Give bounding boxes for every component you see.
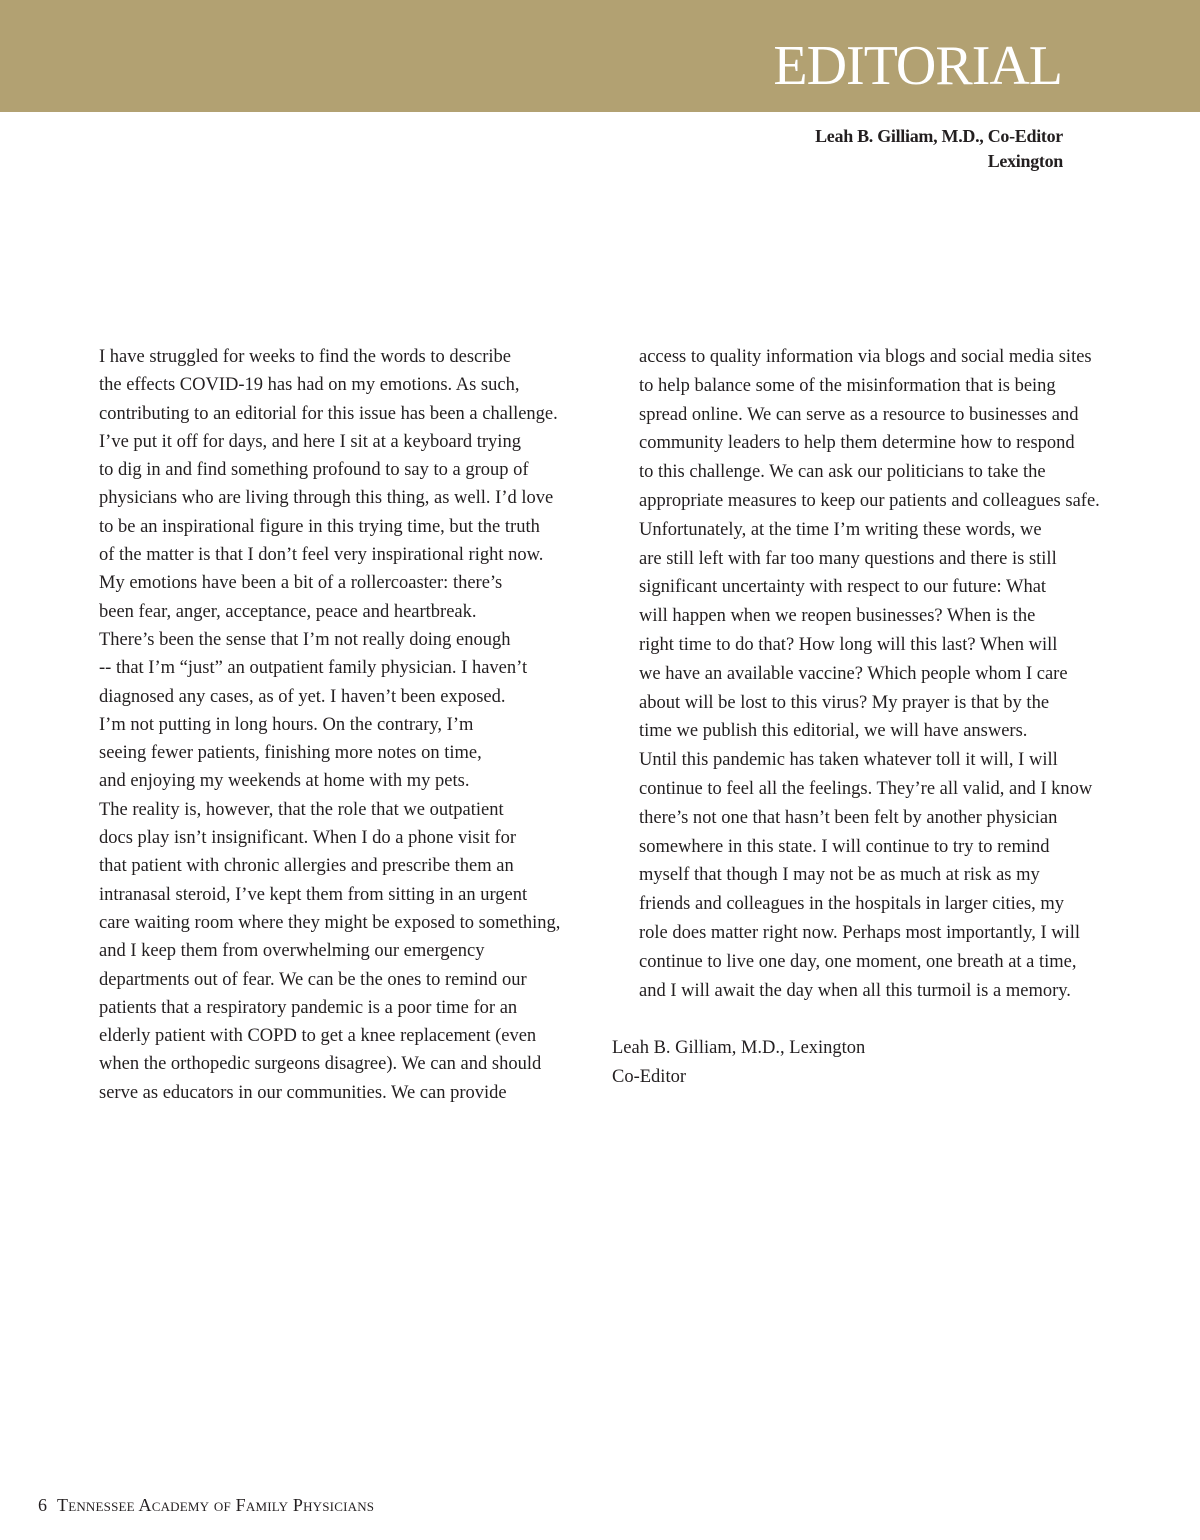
text-line: Unfortunately, at the time I’m writing these words, we (639, 519, 1042, 540)
text-line: The reality is, however, that the role that we outpatient (99, 799, 504, 820)
page-footer (38, 1493, 374, 1517)
text-line: that patient with chronic allergies and prescribe them an (99, 856, 514, 877)
text-line: access to quality information via blogs and social media sites (639, 347, 1092, 367)
text-line: somewhere in this state. I will continue to try to remind (639, 836, 1050, 857)
text-line: about will be lost to this virus? My prayer is that by the (639, 692, 1050, 713)
text-line: to be an inspirational figure in this trying time, but the truth (99, 516, 540, 537)
text-line: care waiting room where they might be exposed to something, (99, 912, 561, 933)
text-line: I’ve put it off for days, and here I sit at a keyboard trying (99, 431, 521, 452)
article-paragraph (612, 746, 1132, 1005)
article-paragraph (612, 516, 1132, 746)
text-line: significant uncertainty with respect to our future: What (639, 577, 1047, 598)
text-line: and enjoying my weekends at home with my pets. (99, 771, 470, 792)
text-line: and I will await the day when all this turmoil is a memory. (639, 980, 1071, 1001)
publication-name: Tennessee Academy of Family Physicians (57, 1495, 375, 1515)
author-byline (815, 124, 1063, 174)
article-paragraph (72, 796, 592, 1107)
text-line: the effects COVID-19 has had on my emotions. As such, (99, 375, 520, 396)
section-banner (0, 0, 1200, 112)
author-location: Lexington (987, 151, 1063, 171)
text-line: been fear, anger, acceptance, peace and heartbreak. (99, 601, 477, 622)
text-line: seeing fewer patients, finishing more notes on time, (99, 743, 482, 764)
text-line: diagnosed any cases, as of yet. I haven’t been exposed. (99, 686, 506, 707)
text-line: to this challenge. We can ask our politicians to take the (639, 462, 1046, 483)
text-line: friends and colleagues in the hospitals in larger cities, my (639, 894, 1065, 915)
text-line: continue to live one day, one moment, one breath at a time, (639, 951, 1077, 972)
text-line: Until this pandemic has taken whatever toll it will, I will (639, 750, 1058, 771)
text-line: intranasal steroid, I’ve kept them from sitting in an urgent (99, 884, 528, 905)
text-line: physicians who are living through this thing, as well. I’d love (99, 488, 554, 509)
text-line: departments out of fear. We can be the ones to remind our (99, 969, 527, 990)
text-line: I have struggled for weeks to find the words to describe (99, 347, 512, 367)
text-line: role does matter right now. Perhaps most importantly, I will (639, 922, 1081, 943)
text-line: elderly patient with COPD to get a knee replacement (even (99, 1026, 537, 1047)
article-paragraph (612, 343, 1132, 516)
text-line: when the orthopedic surgeons disagree). We can and should (99, 1054, 542, 1075)
article-paragraph (72, 343, 592, 569)
text-line: continue to feel all the feelings. They’re all valid, and I know (639, 778, 1093, 799)
signature-title: Co-Editor (612, 1067, 686, 1088)
page-number: 6 (38, 1495, 47, 1515)
text-line: I’m not putting in long hours. On the contrary, I’m (99, 714, 474, 735)
text-line: to dig in and find something profound to say to a group of (99, 460, 529, 481)
text-line: My emotions have been a bit of a rollercoaster: there’s (99, 573, 503, 594)
text-line: contributing to an editorial for this issue has been a challenge. (99, 403, 558, 424)
text-line: are still left with far too many questions and there is still (639, 548, 1057, 569)
text-line: we have an available vaccine? Which people whom I care (639, 663, 1068, 684)
text-line: There’s been the sense that I’m not really doing enough (99, 629, 511, 650)
text-line: right time to do that? How long will this last? When will (639, 634, 1058, 655)
article-column-right (612, 343, 1132, 1092)
signature-block (612, 1034, 1132, 1092)
text-line: will happen when we reopen businesses? When is the (639, 606, 1036, 627)
signature-name: Leah B. Gilliam, M.D., Lexington (612, 1038, 866, 1059)
article-column-left (72, 343, 592, 1107)
text-line: and I keep them from overwhelming our emergency (99, 941, 485, 962)
text-line: -- that I’m “just” an outpatient family physician. I haven’t (99, 658, 528, 679)
text-line: there’s not one that hasn’t been felt by another physician (639, 807, 1058, 828)
article-paragraph (72, 569, 592, 795)
text-line: serve as educators in our communities. We can provide (99, 1082, 507, 1103)
text-line: docs play isn’t insignificant. When I do a phone visit for (99, 828, 517, 849)
text-line: of the matter is that I don’t feel very inspirational right now. (99, 545, 544, 566)
section-title: EDITORIAL (773, 35, 1062, 97)
text-line: patients that a respiratory pandemic is a poor time for an (99, 997, 518, 1018)
text-line: community leaders to help them determine how to respond (639, 433, 1075, 454)
text-line: time we publish this editorial, we will have answers. (639, 721, 1028, 742)
text-line: spread online. We can serve as a resource to businesses and (639, 404, 1079, 425)
text-line: appropriate measures to keep our patients and colleagues safe. (639, 490, 1100, 511)
author-name: Leah B. Gilliam, M.D., Co-Editor (815, 126, 1063, 146)
text-line: myself that though I may not be as much at risk as my (639, 865, 1040, 886)
text-line: to help balance some of the misinformation that is being (639, 375, 1056, 396)
